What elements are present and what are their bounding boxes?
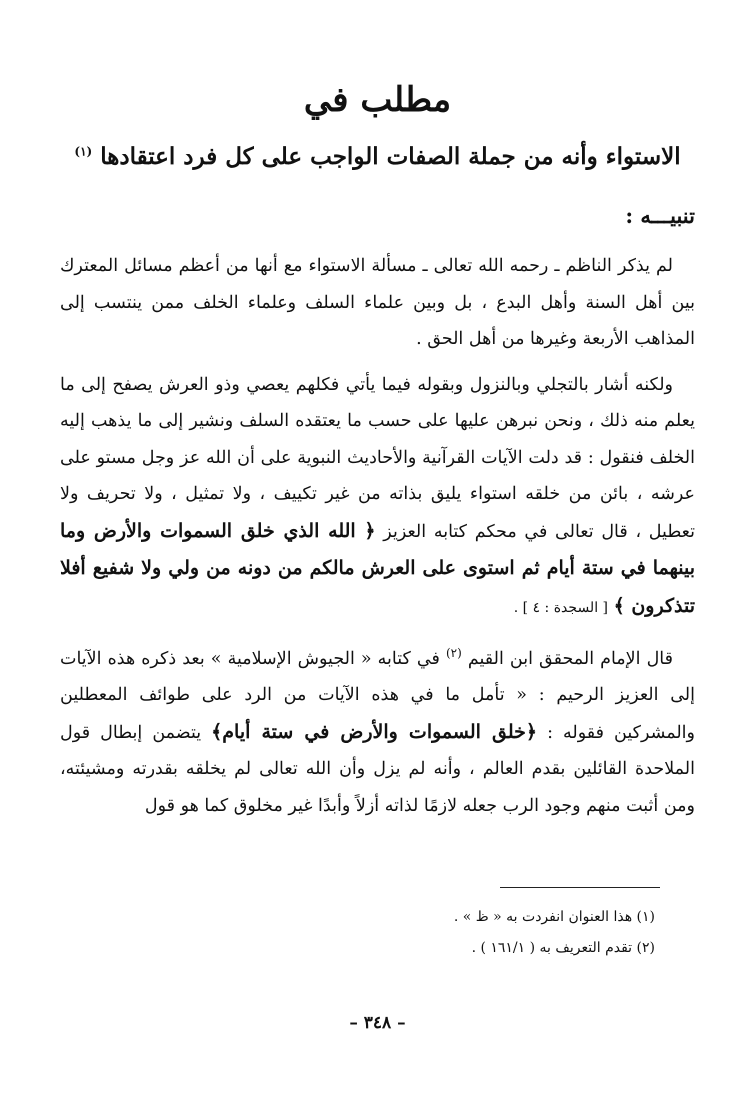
paragraph-3 (60, 635, 695, 824)
footnote-marker-2: (٢) (445, 646, 462, 660)
paragraph-3-text-a: قال الإمام المحقق ابن القيم (467, 648, 673, 669)
quran-verse: ﴿ الله الذي خلق السموات والأرض وما بينهما في ستة أيام ثم استوى على العرش مالكم من دونه من ولي ولا شفيع أفلا تتذكرون ﴾ (60, 519, 696, 617)
paragraph-2-text: ولكنه أشار بالتجلي وبالنزول وبقوله فيما يأتي فكلهم يعصي وذو العرش يصفح إلى ما يعلم منه ذلك ، ونحن نبرهن عليها على حسب ما يعتقده السلف ونشير إلى ما يذهب إليه الخلف فنقول : قد دلت الآيات القرآنية والأحاديث النبوية على أن الله عز وجل مستو على عرشه ، بائن من خلقه استواء يليق بذاته من غير تكييف ، ولا تمثيل ، ولا تحريف ولا تعطيل ، قال تعالى في محكم كتابه العزيز (60, 374, 695, 542)
section-subtitle (60, 143, 695, 170)
verse-reference: [ السجدة : ٤ ] . (513, 599, 609, 616)
body-text (60, 248, 695, 833)
paragraph-3-text-b: في كتابه « الجيوش الإسلامية » بعد ذكره هذه الآيات إلى العزيز الرحيم : « تأمل ما في هذه الآيات من الرد على طوائف المعطلين والمشركين فقوله : (60, 648, 695, 743)
note-heading: تنبيـــه : (625, 203, 695, 228)
subtitle-text: الاستواء وأنه من جملة الصفات الواجب على كل فرد اعتقادها (100, 143, 681, 170)
page-number: – ٣٤٨ – (349, 1013, 406, 1033)
quran-verse-inline: ﴿خلق السموات والأرض في ستة أيام﴾ (211, 720, 538, 743)
subtitle-footnote-marker: (١) (74, 144, 93, 159)
paragraph-3-text-c: يتضمن إبطال قول الملاحدة القائلين بقدم العالم ، وأنه لم يزل وأن الله تعالى لم يخلقه بقدرته ومشيئته، ومن أثبت منهم وجود الرب جعله لازمًا لذاته أزلاً وأبدًا غير مخلوق كما هو قول (60, 722, 695, 816)
footnote-1: (١) هذا العنوان انفردت به « ظ » . (453, 909, 655, 925)
page-title: مطلب في (303, 80, 452, 120)
footnotes (95, 902, 655, 964)
footnote-divider (500, 887, 660, 888)
footnote-2: (٢) تقدم التعريف به ( ١٦١/١ ) . (471, 940, 655, 956)
paragraph-1: لم يذكر الناظم ـ رحمه الله تعالى ـ مسألة الاستواء مع أنها من أعظم مسائل المعترك بين أهل السنة وأهل البدع ، بل وبين علماء السلف وعلماء الخلف ممن ينتسب إلى المذاهب الأربعة وغيرها من أهل الحق . (60, 256, 695, 349)
paragraph-2 (60, 367, 695, 627)
